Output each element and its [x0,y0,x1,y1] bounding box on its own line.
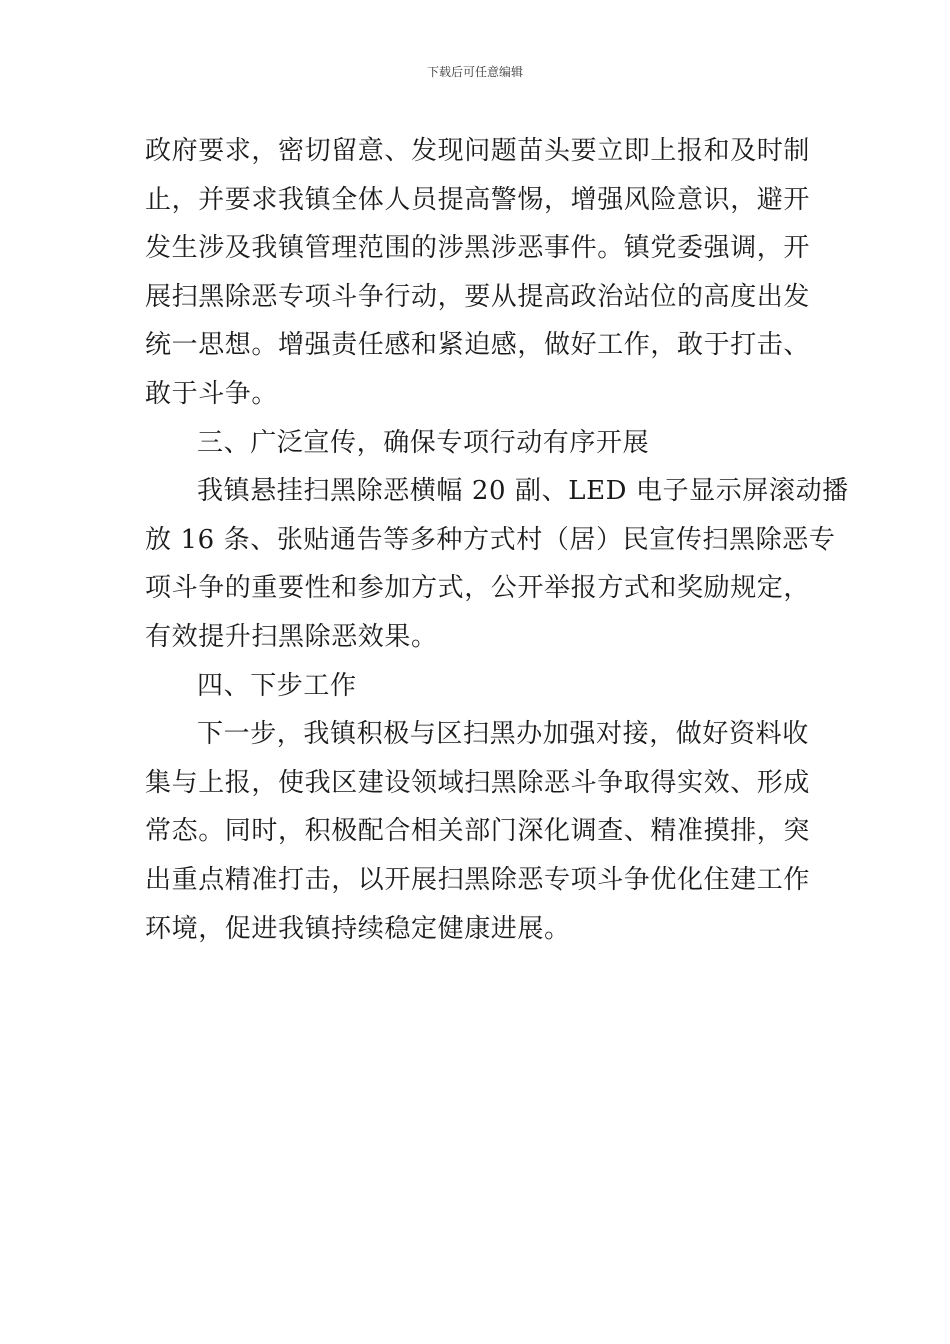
paragraph-line: 敢于斗争。 [145,378,279,409]
paragraph-line: 发生涉及我镇管理范围的涉黑涉恶事件。镇党委强调，开 [145,233,811,264]
paragraph-line: 集与上报，使我区建设领域扫黑除恶斗争取得实效、形成 [145,767,811,798]
paragraph-line: 我镇悬挂扫黑除恶横幅 20 副、LED 电子显示屏滚动播 [197,476,849,507]
section-heading-4: 四、下步工作 [197,670,357,701]
paragraph-line: 放 16 条、张贴通告等多种方式村（居）民宣传扫黑除恶专 [145,524,836,555]
paragraph-line: 有效提升扫黑除恶效果。 [145,621,438,652]
section-heading-3: 三、广泛宣传，确保专项行动有序开展 [197,427,650,458]
paragraph-line: 统一思想。增强责任感和紧迫感，做好工作，敢于打击、 [145,330,811,361]
paragraph-line: 政府要求，密切留意、发现问题苗头要立即上报和及时制 [145,136,811,166]
document-body [145,127,849,953]
page-header: 下载后可任意编辑 [426,65,523,79]
paragraph-line: 出重点精准打击，以开展扫黑除恶专项斗争优化住建工作 [145,864,811,895]
paragraph-line: 止，并要求我镇全体人员提高警惕，增强风险意识，避开 [145,184,811,215]
paragraph-line: 下一步，我镇积极与区扫黑办加强对接，做好资料收 [197,719,809,750]
paragraph-line: 展扫黑除恶专项斗争行动，要从提高政治站位的高度出发 [145,281,811,312]
paragraph-line: 常态。同时，积极配合相关部门深化调查、精准摸排，突 [145,816,811,847]
paragraph-line: 环境，促进我镇持续稳定健康进展。 [145,913,571,944]
paragraph-line: 项斗争的重要性和参加方式，公开举报方式和奖励规定， [145,573,811,604]
